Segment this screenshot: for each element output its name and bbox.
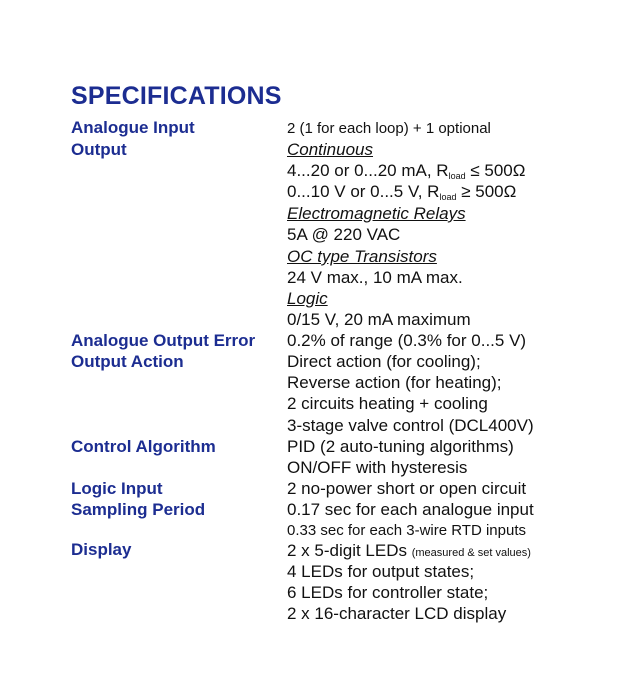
display-line: 4 LEDs for output states; [287, 562, 475, 581]
label-logic-input: Logic Input [71, 479, 163, 498]
control-algorithm-line: PID (2 auto-tuning algorithms) [287, 437, 514, 456]
display-line: 2 x 5-digit LEDs (measured & set values) [287, 541, 531, 560]
output-action-line: 2 circuits heating + cooling [287, 394, 488, 413]
output-voltage-range: 0...10 V or 0...5 V, $R_{load} \ge 500\Omega$ [287, 182, 517, 202]
label-output: Output [71, 140, 127, 159]
sampling-period-line: 0.17 sec for each analogue input [287, 500, 534, 519]
value-logic-input: 2 no-power short or open circuit [287, 479, 527, 498]
display-line: 2 x 16-character LCD display [287, 604, 507, 623]
control-algorithm-line: ON/OFF with hysteresis [287, 458, 468, 477]
sampling-period-line: 0.33 sec for each 3-wire RTD inputs [287, 522, 526, 539]
label-sampling-period: Sampling Period [71, 500, 206, 519]
output-action-line: Reverse action (for heating); [287, 373, 502, 392]
label-analogue-input: Analogue Input [71, 118, 195, 137]
output-logic-value: 0/15 V, 20 mA maximum [287, 310, 471, 329]
output-oc-value: 24 V max., 10 mA max. [287, 268, 463, 287]
output-current-range: 4...20 or 0...20 mA, $R_{load} \le 500\Omega$ [287, 161, 526, 181]
label-analogue-output-error: Analogue Output Error [71, 331, 256, 350]
page-title: SPECIFICATIONS [71, 82, 282, 110]
label-output-action: Output Action [71, 352, 184, 371]
output-relays-heading: Electromagnetic Relays [287, 204, 466, 223]
display-note: (measured & set values) [411, 547, 531, 559]
label-display: Display [71, 540, 132, 559]
output-relays-value: 5A @ 220 VAC [287, 225, 401, 244]
output-action-line: 3-stage valve control (DCL400V) [287, 416, 534, 435]
label-control-algorithm: Control Algorithm [71, 437, 216, 456]
output-continuous-heading: Continuous [287, 140, 374, 159]
output-logic-heading: Logic [287, 289, 328, 308]
value-analogue-input: 2 (1 for each loop) + 1 optional [287, 120, 491, 137]
value-analogue-output-error: 0.2% of range (0.3% for 0...5 V) [287, 331, 527, 350]
display-line: 6 LEDs for controller state; [287, 583, 489, 602]
output-action-line: Direct action (for cooling); [287, 352, 481, 371]
output-oc-heading: OC type Transistors [287, 247, 437, 266]
